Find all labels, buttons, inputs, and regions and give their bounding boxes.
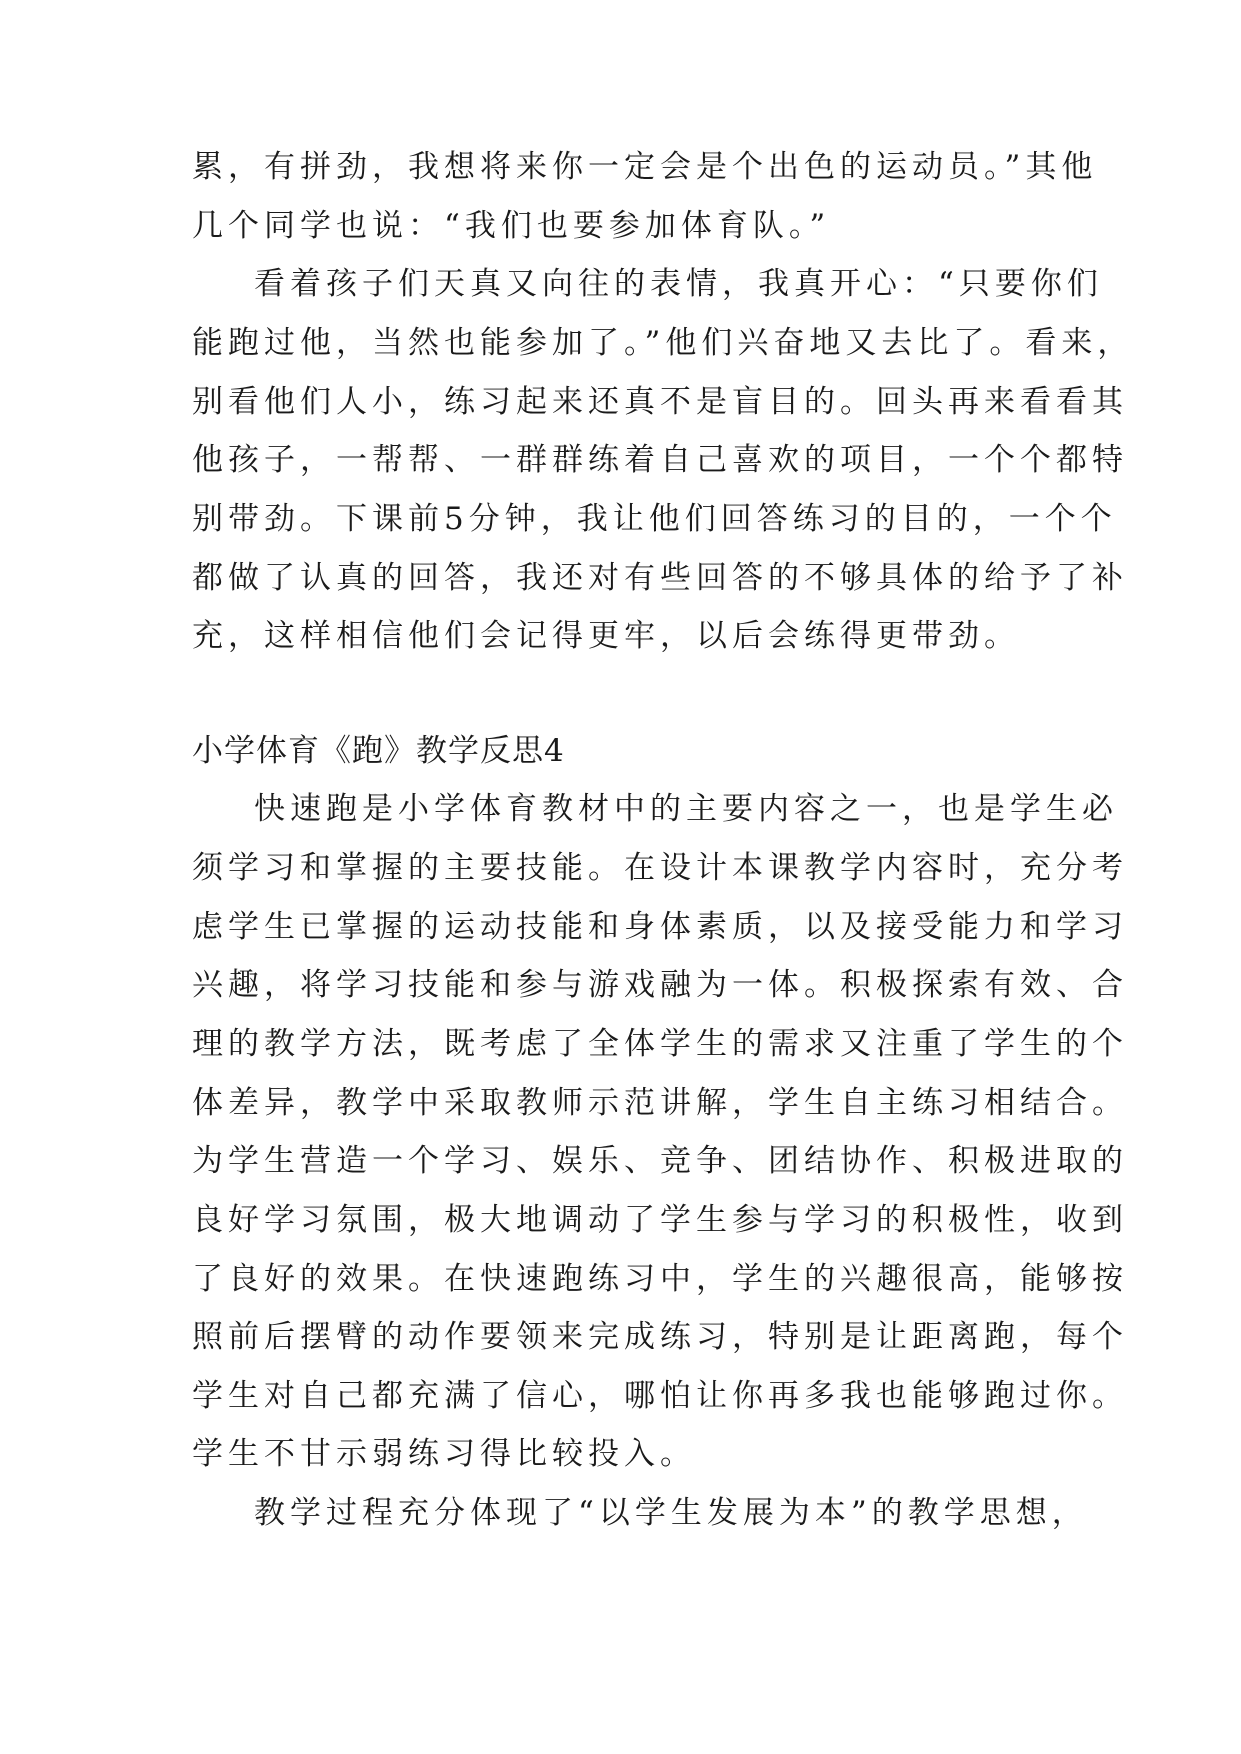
text-line: 兴趣，将学习技能和参与游戏融为一体。积极探索有效、合 (192, 967, 1128, 1003)
text-line: 良好学习氛围，极大地调动了学生参与学习的积极性，收到 (192, 1202, 1128, 1238)
text-line: 别带劲。下课前5分钟，我让他们回答练习的目的，一个个 (192, 501, 1117, 537)
text-line: 看着孩子们天真又向往的表情，我真开心：“只要你们 (254, 266, 1103, 302)
text-line: 累，有拼劲，我想将来你一定会是个出色的运动员。”其他 (192, 149, 1098, 185)
text-line: 学生不甘示弱练习得比较投入。 (192, 1436, 696, 1472)
text-line: 快速跑是小学体育教材中的主要内容之一，也是学生必 (254, 791, 1118, 827)
text-line: 教学过程充分体现了“以学生发展为本”的教学思想， (254, 1495, 1088, 1531)
text-line: 照前后摆臂的动作要领来完成练习，特别是让距离跑，每个 (192, 1319, 1128, 1355)
text-line: 了良好的效果。在快速跑练习中，学生的兴趣很高，能够按 (192, 1261, 1128, 1297)
text-line: 体差异，教学中采取教师示范讲解，学生自主练习相结合。 (192, 1085, 1128, 1121)
text-line: 能跑过他，当然也能参加了。”他们兴奋地又去比了。看来， (192, 325, 1134, 361)
text-line: 学生对自己都充满了信心，哪怕让你再多我也能够跑过你。 (192, 1378, 1128, 1414)
text-line: 为学生营造一个学习、娱乐、竞争、团结协作、积极进取的 (192, 1143, 1128, 1179)
text-line: 几个同学也说：“我们也要参加体育队。” (192, 208, 831, 244)
text-line: 理的教学方法，既考虑了全体学生的需求又注重了学生的个 (192, 1026, 1128, 1062)
text-line: 虑学生已掌握的运动技能和身体素质，以及接受能力和学习 (192, 909, 1128, 945)
section-heading: 小学体育《跑》教学反思4 (192, 733, 565, 769)
text-line: 充，这样相信他们会记得更牢，以后会练得更带劲。 (192, 618, 1020, 654)
text-line: 别看他们人小，练习起来还真不是盲目的。回头再来看看其 (192, 384, 1128, 420)
text-line: 须学习和掌握的主要技能。在设计本课教学内容时，充分考 (192, 850, 1128, 886)
text-line: 都做了认真的回答，我还对有些回答的不够具体的给予了补 (192, 560, 1128, 596)
text-line: 他孩子，一帮帮、一群群练着自己喜欢的项目，一个个都特 (192, 442, 1128, 478)
